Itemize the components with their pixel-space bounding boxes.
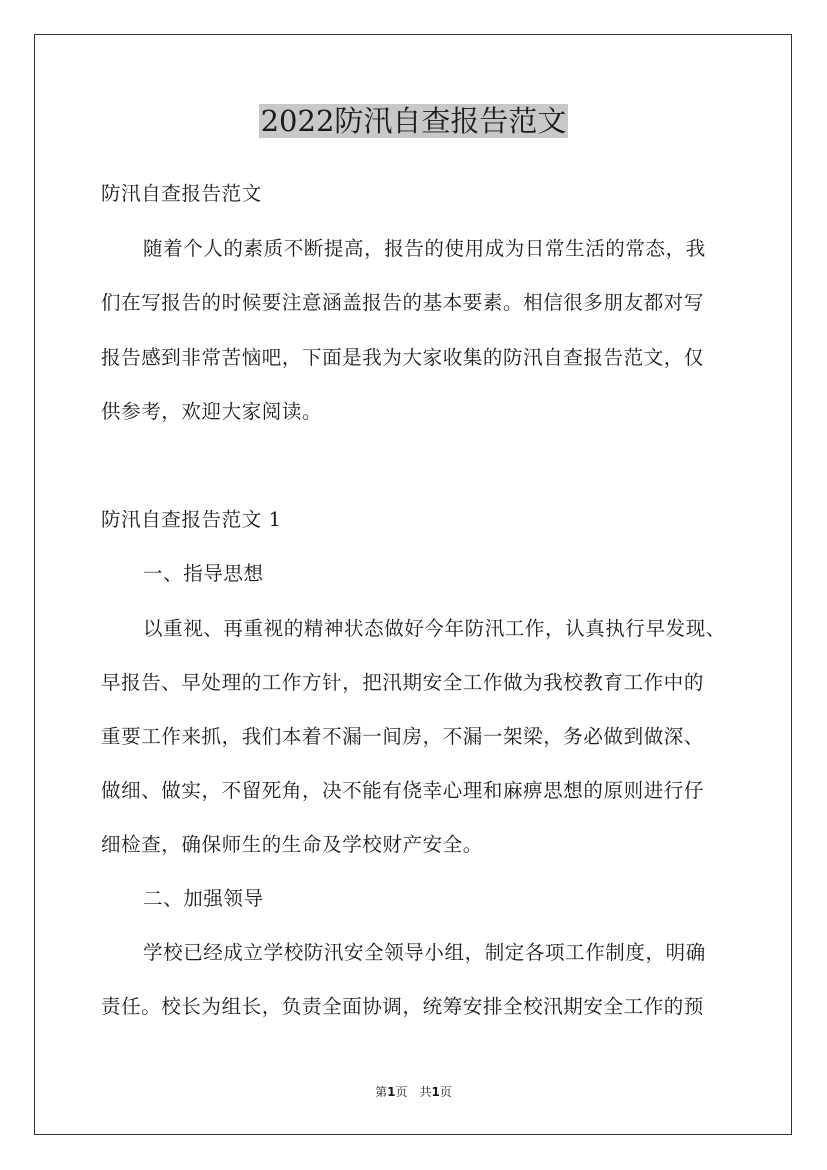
page-current: 1 bbox=[387, 1085, 396, 1099]
paragraph-line: 细检查，确保师生的生命及学校财产安全。 bbox=[101, 833, 483, 856]
document-title-text: 2022防汛自查报告范文 bbox=[260, 104, 567, 138]
section-heading: 防汛自查报告范文 bbox=[101, 182, 262, 205]
paragraph-line: 做细、做实，不留死角，决不能有侥幸心理和麻痹思想的原则进行仔 bbox=[101, 779, 705, 802]
document-title bbox=[0, 100, 827, 142]
subheading: 一、指导思想 bbox=[143, 562, 264, 585]
section-heading: 防汛自查报告范文 1 bbox=[101, 508, 282, 531]
page-footer bbox=[0, 1084, 827, 1100]
subheading: 二、加强领导 bbox=[143, 887, 264, 910]
paragraph-line: 学校已经成立学校防汛安全领导小组，制定各项工作制度，明确 bbox=[143, 941, 706, 964]
paragraph-line: 责任。校长为组长，负责全面协调，统筹安排全校汛期安全工作的预 bbox=[101, 995, 705, 1018]
paragraph-line: 报告感到非常苦恼吧，下面是我为大家收集的防汛自查报告范文，仅 bbox=[101, 346, 705, 369]
page-prefix: 第 bbox=[375, 1085, 388, 1099]
paragraph-line: 重要工作来抓，我们本着不漏一间房，不漏一架梁，务必做到做深、 bbox=[101, 725, 705, 748]
paragraph-line: 供参考，欢迎大家阅读。 bbox=[101, 400, 323, 423]
page-suffix: 页 bbox=[439, 1085, 452, 1099]
paragraph-line: 们在写报告的时候要注意涵盖报告的基本要素。相信很多朋友都对写 bbox=[101, 291, 705, 314]
paragraph-line: 早报告、早处理的工作方针，把汛期安全工作做为我校教育工作中的 bbox=[101, 671, 705, 694]
paragraph-line: 随着个人的素质不断提高，报告的使用成为日常生活的常态，我 bbox=[143, 237, 706, 260]
page-mid: 页 共 bbox=[395, 1085, 432, 1099]
page-total: 1 bbox=[431, 1085, 440, 1099]
paragraph-line: 以重视、再重视的精神状态做好今年防汛工作，认真执行早发现、 bbox=[143, 617, 726, 640]
